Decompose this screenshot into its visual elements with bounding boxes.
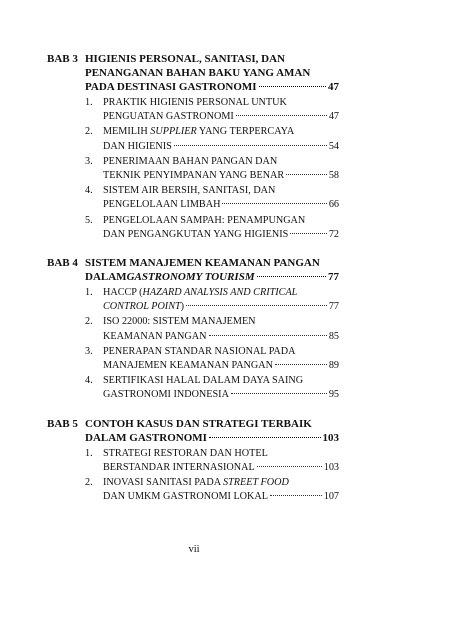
toc-entry[interactable]: 5. PENGELOLAAN SAMPAH: PENAMPUNGAN DAN PENGANGKUTAN YANG HIGIENIS 72 xyxy=(85,214,339,242)
page-ref: 72 xyxy=(328,228,339,240)
chapter-title-line: SISTEM MANAJEMEN KEAMANAN PANGAN xyxy=(85,257,320,270)
page-ref: 66 xyxy=(328,199,339,211)
page-ref: 103 xyxy=(323,461,339,473)
toc-entry[interactable]: 2. INOVASI SANITASI PADA STREET FOOD DAN UMKM GASTRONOMI LOKAL 107 xyxy=(85,476,339,504)
toc-entry[interactable]: 4. SERTIFIKASI HALAL DALAM DAYA SAING GASTRONOMI INDONESIA 95 xyxy=(85,374,339,402)
toc-entry[interactable]: 2. MEMILIH SUPPLIER YANG TERPERCAYA DAN HIGIENIS 54 xyxy=(85,125,339,153)
dot-leader xyxy=(209,335,327,336)
page-ref: 85 xyxy=(328,330,339,342)
page-ref: 89 xyxy=(328,360,339,372)
chapter-title-line[interactable]: PADA DESTINASI GASTRONOMI 47 xyxy=(85,81,339,93)
dot-leader xyxy=(209,437,321,438)
dot-leader xyxy=(290,233,327,234)
page-ref: 95 xyxy=(328,389,339,401)
page-ref: 77 xyxy=(328,271,339,284)
chapter-bab-5 xyxy=(47,417,339,505)
toc-entry[interactable]: 4. SISTEM AIR BERSIH, SANITASI, DAN PENGELOLAAN LIMBAH 66 xyxy=(85,184,339,212)
page-ref: 107 xyxy=(323,491,339,503)
page-ref: 54 xyxy=(328,140,339,152)
chapter-label: BAB 5 xyxy=(47,417,78,430)
chapter-label: BAB 4 xyxy=(47,257,78,270)
dot-leader xyxy=(231,393,327,394)
dot-leader xyxy=(222,203,326,204)
toc-entry[interactable]: 2. ISO 22000: SISTEM MANAJEMEN KEAMANAN PANGAN 85 xyxy=(85,315,339,343)
toc-entry[interactable]: 3. PENERAPAN STANDAR NASIONAL PADA MANAJEMEN KEAMANAN PANGAN 89 xyxy=(85,345,339,373)
toc-entry[interactable]: 3. PENERIMAAN BAHAN PANGAN DAN TEKNIK PENYIMPANAN YANG BENAR 58 xyxy=(85,155,339,183)
chapter-title xyxy=(85,417,339,445)
dot-leader xyxy=(275,364,327,365)
page-ref: 58 xyxy=(328,170,339,182)
dot-leader xyxy=(257,276,326,277)
chapter-title-line: PENANGANAN BAHAN BAKU YANG AMAN xyxy=(85,67,311,79)
dot-leader xyxy=(236,115,327,116)
toc-entry[interactable]: 1. HACCP (HAZARD ANALYSIS AND CRITICAL CONTROL POINT ) 77 xyxy=(85,286,339,314)
chapter-title xyxy=(85,256,339,284)
dot-leader xyxy=(257,466,322,467)
chapter-title xyxy=(85,52,339,94)
chapter-bab-4 xyxy=(47,256,339,403)
dot-leader xyxy=(259,86,326,87)
toc-entry[interactable]: 1. STRATEGI RESTORAN DAN HOTEL BERSTANDAR INTERNASIONAL 103 xyxy=(85,447,339,475)
page-ref: 77 xyxy=(328,301,339,313)
page-ref: 47 xyxy=(328,111,339,123)
chapter-title-line[interactable]: DALAM GASTRONOMY TOURISM 77 xyxy=(85,271,339,284)
toc-entry[interactable]: 1. PRAKTIK HIGIENIS PERSONAL UNTUK PENGUATAN GASTRONOMI 47 xyxy=(85,96,339,124)
chapter-title-line: CONTOH KASUS DAN STRATEGI TERBAIK xyxy=(85,417,312,430)
chapter-bab-3 xyxy=(47,52,339,242)
table-of-contents xyxy=(47,52,339,518)
dot-leader xyxy=(174,145,327,146)
page-ref: 47 xyxy=(328,81,339,93)
dot-leader xyxy=(186,305,327,306)
chapter-title-line: HIGIENIS PERSONAL, SANITASI, DAN xyxy=(85,53,285,65)
page-number: vii xyxy=(188,544,200,555)
dot-leader xyxy=(270,495,322,496)
chapter-title-line[interactable]: DALAM GASTRONOMI 103 xyxy=(85,431,339,444)
chapter-label: BAB 3 xyxy=(47,53,78,65)
page-ref: 103 xyxy=(322,431,339,444)
dot-leader xyxy=(286,174,327,175)
